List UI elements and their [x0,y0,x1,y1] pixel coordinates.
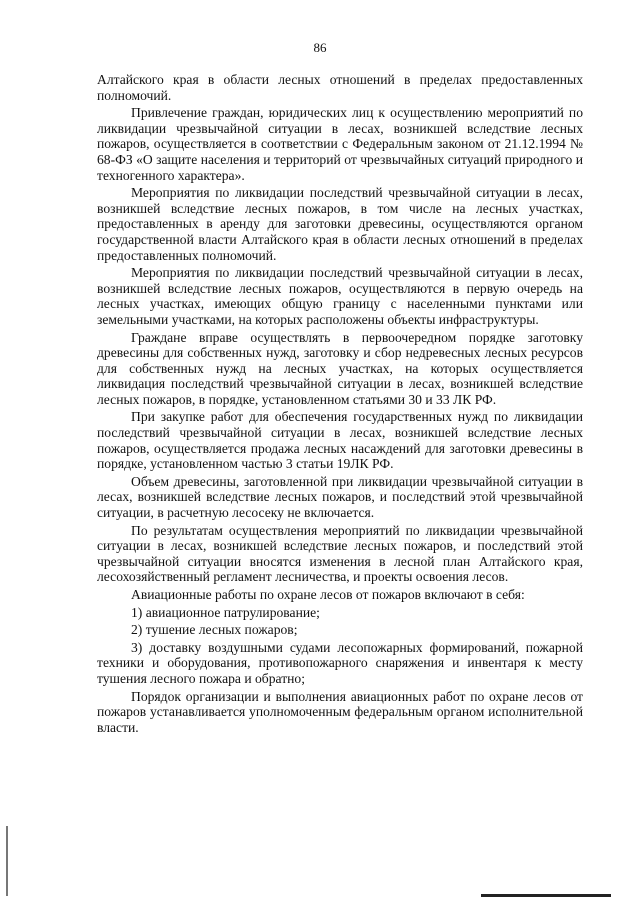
paragraph-procurement: При закупке работ для обеспечения государственных нужд по ликвидации последствий чрезвычайной ситуации в лесах, возникшей вследствие лесных пожаров, осуществляется продажа лесных насаждений для заготовки древесины в порядке, установленном частью 3 статьи 19ЛК РФ. [97,409,583,472]
paragraph-priority-areas: Мероприятия по ликвидации последствий чрезвычайной ситуации в лесах, возникшей вследствие лесных пожаров, осуществляются в первую очередь на лесных участках, имеющих общую границу с населенными пунктами или земельными участками, на которых расположены объекты инфраструктуры. [97,265,583,327]
list-item-delivery: 3) доставку воздушными судами лесопожарных формирований, пожарной техники и оборудования, противопожарного снаряжения и инвентаря к месту тушения лесного пожара и обратно; [97,639,583,686]
paragraph-forest-plan-changes: По результатам осуществления мероприятий по ликвидации чрезвычайной ситуации в лесах, возникшей вследствие лесных пожаров, и последствий этой чрезвычайной ситуации вносятся изменения в лесной план Алтайского края, лесохозяйственный регламент лесничества, и проекты освоения лесов. [97,522,583,585]
paragraph-citizens-right: Граждане вправе осуществлять в первоочередном порядке заготовку древесины для собственных нужд, заготовку и сбор недревесных лесных ресурсов для собственных нужд на лесных участках, на которых осуществляется ликвидация последствий чрезвычайной ситуации в лесах, возникшей вследствие лесных пожаров, в порядке, установленном статьями 30 и 33 ЛК РФ. [97,329,583,407]
paragraph-liquidation-measures: Мероприятия по ликвидации последствий чрезвычайной ситуации в лесах, возникшей вследствие лесных пожаров, в том числе на лесных участках, предоставленных в аренду для заготовки древесины, осуществляются органом государственной власти Алтайского края в области лесных отношений в пределах предоставленных полномочий. [97,185,583,263]
paragraph-wood-volume: Объем древесины, заготовленной при ликвидации чрезвычайной ситуации в лесах, возникшей вследствие лесных пожаров, и последствий этой чрезвычайной ситуации, в расчетную лесосеку не включается. [97,473,583,521]
list-item-extinguishing: 2) тушение лесных пожаров; [131,622,298,638]
paragraph-citizens-involvement: Привлечение граждан, юридических лиц к осуществлению мероприятий по ликвидации чрезвычайной ситуации в лесах, возникшей вследствие лесных пожаров, осуществляется в соответствии с Федеральным законом от 21.12.1994 № 68-ФЗ «О защите населения и территорий от чрезвычайных ситуаций природного и техногенного характера». [97,105,583,183]
page-number: 86 [313,40,327,55]
list-item-patrol: 1) авиационное патрулирование; [131,604,320,620]
paragraph-aviation-procedure: Порядок организации и выполнения авиационных работ по охране лесов от пожаров устанавливается уполномоченным федеральным органом исполнительной власти. [97,688,583,735]
paragraph-continuation: Алтайского края в области лесных отношений в пределах предоставленных полномочий. [97,72,583,103]
scan-edge-mark [6,826,8,896]
document-body [97,72,583,737]
paragraph-aviation-intro: Авиационные работы по охране лесов от пожаров включают в себя: [131,587,525,602]
footer-rule [481,894,611,897]
